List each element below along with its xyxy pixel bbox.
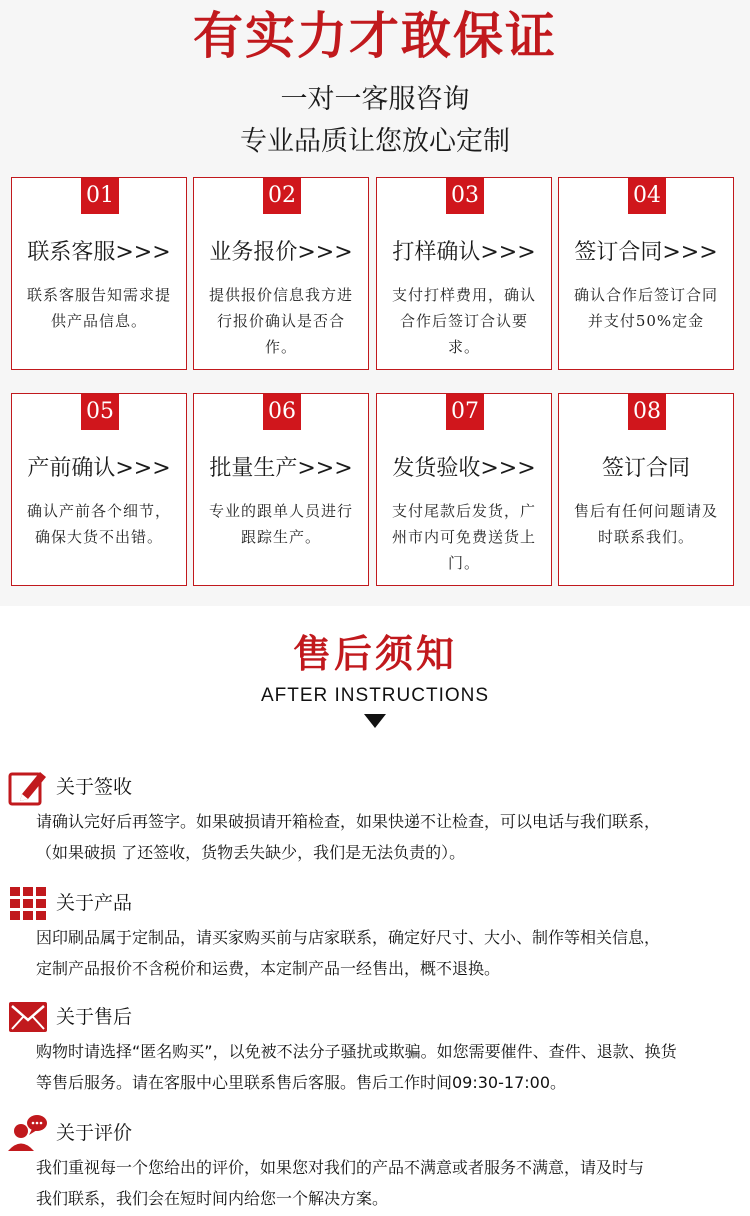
page-title: 有实力才敢保证 [193, 7, 557, 65]
step-number: 01 [81, 178, 119, 214]
notice-body [36, 922, 748, 984]
subtitle-consult: 一对一客服咨询 [280, 84, 470, 115]
notice-heading: 关于评价 [56, 1122, 133, 1144]
step-number: 07 [446, 394, 484, 430]
step-title: 发货验收>>> [392, 456, 536, 481]
notice-heading: 关于产品 [56, 892, 133, 914]
mail-icon [8, 998, 48, 1036]
triangle-down-icon [364, 714, 386, 728]
step-card [558, 177, 734, 370]
user-chat-icon [8, 1114, 48, 1152]
step-number: 05 [81, 394, 119, 430]
notice-body [36, 1036, 748, 1098]
step-description: 专业的跟单人员进行跟踪生产。 [208, 502, 353, 546]
step-card [376, 177, 552, 370]
notice-line: 请确认完好后再签字。如果破损请开箱检查，如果快递不让检查，可以电话与我们联系， [36, 812, 661, 831]
step-card [376, 393, 552, 586]
notice-line: 定制产品报价不含税价和运费，本定制产品一经售出，概不退换。 [36, 959, 501, 978]
step-number: 03 [446, 178, 484, 214]
notice-line: 我们联系，我们会在短时间内给您一个解决方案。 [36, 1189, 389, 1208]
notice-line: （如果破损 了还签收，货物丢失缺少，我们是无法负责的）。 [36, 843, 466, 862]
step-description: 联系客服告知需求提供产品信息。 [26, 286, 171, 330]
step-number: 02 [263, 178, 301, 214]
step-description: 确认合作后签订合同并支付50%定金 [573, 286, 718, 330]
step-description: 售后有任何问题请及时联系我们。 [573, 502, 718, 546]
step-card [11, 393, 187, 586]
step-card [11, 177, 187, 370]
notice-line: 我们重视每一个您给出的评价，如果您对我们的产品不满意或者服务不满意，请及时与 [36, 1158, 645, 1177]
after-sales-subtitle: AFTER INSTRUCTIONS [260, 685, 490, 706]
edit-icon [8, 768, 48, 806]
step-description: 确认产前各个细节，确保大货不出错。 [26, 502, 171, 546]
step-card [193, 177, 369, 370]
step-title: 签订合同 [601, 456, 690, 481]
step-description: 支付尾款后发货，广州市内可免费送货上门。 [391, 502, 536, 572]
step-title: 打样确认>>> [392, 240, 536, 265]
notice-body [36, 806, 748, 868]
step-title: 业务报价>>> [209, 240, 353, 265]
step-card [193, 393, 369, 586]
notice-line: 等售后服务。请在客服中心里联系售后客服。售后工作时间09:30-17:00。 [36, 1073, 566, 1092]
notice-line: 购物时请选择“匿名购买”，以免被不法分子骚扰或欺骗。如您需要催件、查件、退款、换货 [36, 1042, 677, 1061]
notice-heading: 关于签收 [56, 776, 133, 798]
after-sales-title: 售后须知 [292, 632, 457, 676]
step-title: 联系客服>>> [27, 240, 171, 265]
grid-icon [8, 884, 48, 922]
step-card [558, 393, 734, 586]
step-number: 04 [628, 178, 666, 214]
subtitle-quality: 专业品质让您放心定制 [240, 126, 510, 157]
step-number: 08 [628, 394, 666, 430]
notice-body [36, 1152, 748, 1214]
notice-heading: 关于售后 [56, 1006, 133, 1028]
step-title: 批量生产>>> [209, 456, 353, 481]
step-title: 签订合同>>> [574, 240, 718, 265]
notice-line: 因印刷品属于定制品，请买家购买前与店家联系，确定好尺寸、大小、制作等相关信息， [36, 928, 661, 947]
guarantee-section [0, 0, 750, 606]
step-title: 产前确认>>> [27, 456, 171, 481]
step-number: 06 [263, 394, 301, 430]
step-description: 提供报价信息我方进行报价确认是否合作。 [208, 286, 353, 356]
step-description: 支付打样费用，确认合作后签订合认要求。 [391, 286, 536, 356]
